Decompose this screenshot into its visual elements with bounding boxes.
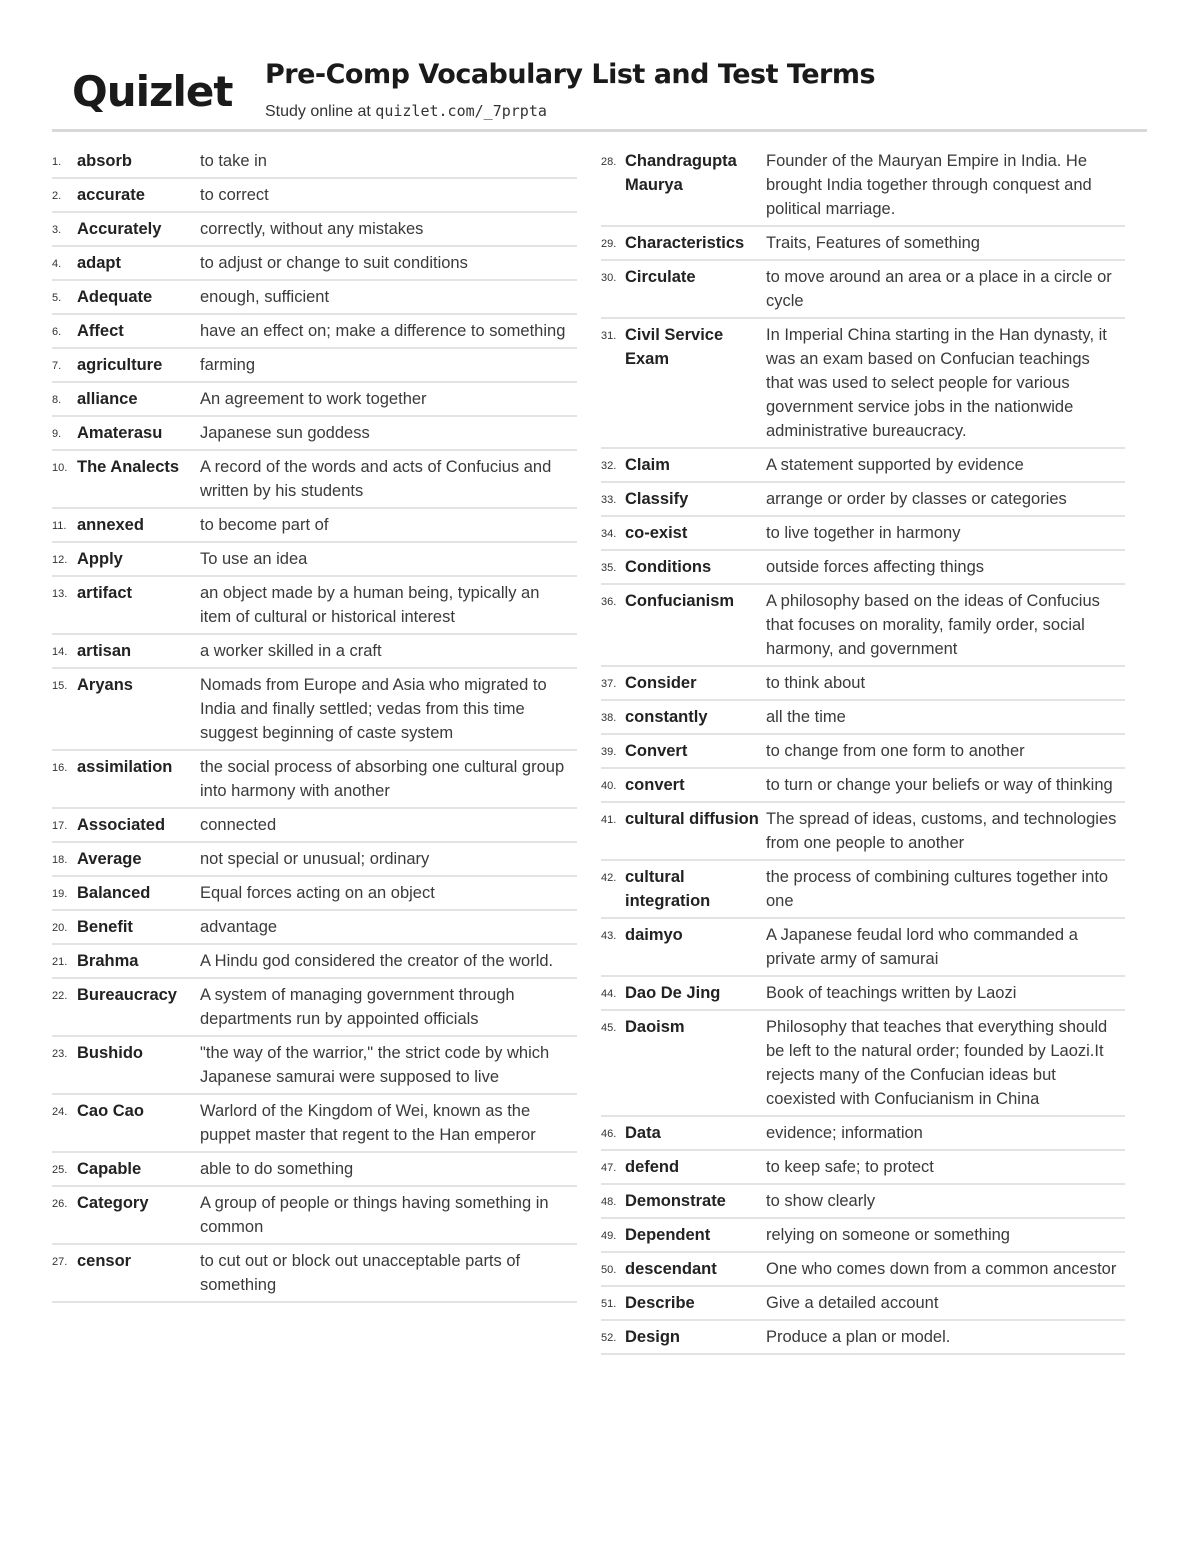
term-name: Daoism: [625, 1018, 685, 1036]
term-name: censor: [77, 1252, 132, 1270]
term-name: Convert: [625, 742, 688, 760]
term-row: [601, 861, 1125, 919]
term-number: 22.: [52, 990, 68, 1002]
term-definition: to move around an area or a place in a circle or cycle: [766, 268, 1112, 310]
term-definition: evidence; information: [766, 1124, 923, 1142]
term-number: 34.: [601, 528, 617, 540]
term-definition: In Imperial China starting in the Han dynasty, it was an exam based on Confucian teachings that was used to select people for various government service jobs in the nationwide administrative bureaucracy.: [766, 326, 1107, 440]
term-name: Bureaucracy: [77, 986, 177, 1004]
term-number: 26.: [52, 1198, 68, 1210]
term-name: Confucianism: [625, 592, 735, 610]
term-definition: Warlord of the Kingdom of Wei, known as the puppet master that regent to the Han emperor: [200, 1102, 536, 1144]
term-name: Dao De Jing: [625, 984, 721, 1002]
term-name: Civil Service Exam: [625, 326, 724, 368]
term-number: 6.: [52, 326, 62, 338]
term-row: [601, 261, 1125, 319]
term-definition: to show clearly: [766, 1192, 876, 1210]
term-number: 23.: [52, 1048, 68, 1060]
term-definition: have an effect on; make a difference to something: [200, 322, 566, 340]
term-row: [52, 451, 577, 509]
term-definition: A group of people or things having something in common: [200, 1194, 549, 1236]
term-definition: A statement supported by evidence: [766, 456, 1024, 474]
term-definition: not special or unusual; ordinary: [200, 850, 430, 868]
term-name: Cao Cao: [77, 1102, 144, 1120]
term-row: [52, 843, 577, 877]
term-row: [52, 911, 577, 945]
term-row: [601, 769, 1125, 803]
header-divider: [52, 129, 1147, 132]
term-row: [52, 1095, 577, 1153]
term-number: 18.: [52, 854, 68, 866]
term-name: Adequate: [77, 288, 153, 306]
term-definition: outside forces affecting things: [766, 558, 984, 576]
term-name: Dependent: [625, 1226, 711, 1244]
term-row: [52, 1037, 577, 1095]
term-definition: One who comes down from a common ancestor: [766, 1260, 1117, 1278]
term-name: artisan: [77, 642, 132, 660]
term-definition: Philosophy that teaches that everything should be left to the natural order; founded by Laozi.It rejects many of the Confucian ideas but coexisted with Confucianism in China: [766, 1018, 1108, 1108]
term-name: Category: [77, 1194, 149, 1212]
term-name: assimilation: [77, 758, 173, 776]
term-name: artifact: [77, 584, 133, 602]
term-definition: an object made by a human being, typically an item of cultural or historical interest: [200, 584, 540, 626]
term-row: [601, 1185, 1125, 1219]
term-name: cultural integration: [625, 868, 711, 910]
term-row: [52, 213, 577, 247]
term-name: Claim: [625, 456, 670, 474]
term-number: 20.: [52, 922, 68, 934]
term-name: Aryans: [77, 676, 133, 694]
term-row: [601, 1287, 1125, 1321]
term-number: 43.: [601, 930, 617, 942]
term-row: [52, 281, 577, 315]
term-name: Data: [625, 1124, 661, 1142]
term-definition: Produce a plan or model.: [766, 1328, 951, 1346]
term-number: 32.: [601, 460, 617, 472]
term-name: descendant: [625, 1260, 717, 1278]
term-name: Associated: [77, 816, 166, 834]
term-row: [52, 877, 577, 911]
term-name: Amaterasu: [77, 424, 163, 442]
term-definition: to cut out or block out unacceptable parts of something: [200, 1252, 521, 1294]
term-definition: Equal forces acting on an object: [200, 884, 435, 902]
term-number: 17.: [52, 820, 68, 832]
term-number: 39.: [601, 746, 617, 758]
term-name: Apply: [77, 550, 123, 568]
term-definition: "the way of the warrior," the strict code by which Japanese samurai were supposed to live: [200, 1044, 550, 1086]
term-name: Average: [77, 850, 142, 868]
term-definition: correctly, without any mistakes: [200, 220, 424, 238]
term-row: [601, 977, 1125, 1011]
term-row: [601, 1321, 1125, 1355]
study-online-line: [265, 101, 547, 122]
term-name: adapt: [77, 254, 122, 272]
term-row: [52, 509, 577, 543]
term-name: cultural diffusion: [625, 810, 759, 828]
term-number: 13.: [52, 588, 68, 600]
term-row: [601, 1253, 1125, 1287]
term-name: alliance: [77, 390, 138, 408]
term-definition: An agreement to work together: [200, 390, 427, 408]
term-number: 15.: [52, 680, 68, 692]
term-definition: enough, sufficient: [200, 288, 330, 306]
term-number: 9.: [52, 428, 62, 440]
term-row: [601, 1011, 1125, 1117]
term-number: 40.: [601, 780, 617, 792]
term-row: [601, 701, 1125, 735]
term-name: Bushido: [77, 1044, 143, 1062]
term-number: 7.: [52, 360, 62, 372]
term-number: 42.: [601, 872, 617, 884]
term-number: 3.: [52, 224, 62, 236]
term-row: [52, 1187, 577, 1245]
term-row: [601, 319, 1125, 449]
term-number: 41.: [601, 814, 617, 826]
term-row: [52, 1245, 577, 1303]
term-definition: the process of combining cultures together into one: [766, 868, 1109, 910]
term-definition: To use an idea: [200, 550, 308, 568]
term-row: [601, 585, 1125, 667]
term-definition: Founder of the Mauryan Empire in India. He brought India together through conquest and political marriage.: [766, 152, 1092, 218]
term-row: [52, 383, 577, 417]
term-number: 8.: [52, 394, 62, 406]
term-row: [52, 809, 577, 843]
term-number: 29.: [601, 238, 617, 250]
term-definition: all the time: [766, 708, 846, 726]
term-number: 30.: [601, 272, 617, 284]
term-number: 5.: [52, 292, 62, 304]
term-definition: Nomads from Europe and Asia who migrated to India and finally settled; vedas from this time suggest beginning of caste system: [200, 676, 547, 742]
term-number: 38.: [601, 712, 617, 724]
term-row: [52, 543, 577, 577]
term-name: Consider: [625, 674, 697, 692]
term-definition: Book of teachings written by Laozi: [766, 984, 1017, 1002]
term-name: daimyo: [625, 926, 683, 944]
page-title: Pre-Comp Vocabulary List and Test Terms: [265, 59, 876, 90]
term-row: [52, 179, 577, 213]
term-definition: to turn or change your beliefs or way of thinking: [766, 776, 1113, 794]
term-definition: A Japanese feudal lord who commanded a private army of samurai: [766, 926, 1078, 968]
term-name: defend: [625, 1158, 680, 1176]
study-prefix: Study online at: [265, 103, 376, 120]
term-definition: to correct: [200, 186, 269, 204]
term-definition: a worker skilled in a craft: [200, 642, 382, 660]
term-number: 2.: [52, 190, 62, 202]
term-definition: connected: [200, 816, 277, 834]
term-row: [52, 417, 577, 451]
term-name: Circulate: [625, 268, 696, 286]
term-definition: A system of managing government through departments run by appointed officials: [200, 986, 515, 1028]
term-row: [601, 919, 1125, 977]
term-number: 4.: [52, 258, 62, 270]
term-name: agriculture: [77, 356, 163, 374]
term-number: 35.: [601, 562, 617, 574]
term-definition: Give a detailed account: [766, 1294, 939, 1312]
term-definition: to adjust or change to suit conditions: [200, 254, 468, 272]
term-name: Benefit: [77, 918, 133, 936]
term-name: Conditions: [625, 558, 712, 576]
quizlet-logo: Quizlet: [72, 67, 233, 116]
term-number: 24.: [52, 1106, 68, 1118]
term-number: 50.: [601, 1264, 617, 1276]
term-number: 51.: [601, 1298, 617, 1310]
term-definition: arrange or order by classes or categories: [766, 490, 1067, 508]
term-number: 36.: [601, 596, 617, 608]
term-definition: relying on someone or something: [766, 1226, 1010, 1244]
left-term-column: [52, 145, 577, 1303]
term-name: Affect: [77, 322, 124, 340]
term-number: 19.: [52, 888, 68, 900]
term-definition: advantage: [200, 918, 278, 936]
term-row: [601, 667, 1125, 701]
term-name: Characteristics: [625, 234, 745, 252]
term-number: 44.: [601, 988, 617, 1000]
term-row: [601, 735, 1125, 769]
term-name: Capable: [77, 1160, 142, 1178]
term-number: 11.: [52, 520, 67, 532]
term-row: [601, 1117, 1125, 1151]
term-number: 10.: [52, 462, 68, 474]
term-number: 31.: [601, 330, 617, 342]
term-name: Balanced: [77, 884, 151, 902]
term-definition: to think about: [766, 674, 866, 692]
term-name: Classify: [625, 490, 689, 508]
term-row: [601, 145, 1125, 227]
term-row: [601, 517, 1125, 551]
term-name: annexed: [77, 516, 144, 534]
term-name: Describe: [625, 1294, 695, 1312]
term-row: [601, 1219, 1125, 1253]
term-definition: to take in: [200, 152, 267, 170]
term-definition: A record of the words and acts of Confucius and written by his students: [200, 458, 552, 500]
term-row: [52, 315, 577, 349]
term-definition: Japanese sun goddess: [200, 424, 370, 442]
term-row: [52, 669, 577, 751]
term-definition: the social process of absorbing one cultural group into harmony with another: [200, 758, 565, 800]
term-number: 27.: [52, 1256, 68, 1268]
term-name: Accurately: [77, 220, 162, 238]
right-term-column: [601, 145, 1125, 1355]
term-row: [52, 349, 577, 383]
term-definition: to become part of: [200, 516, 329, 534]
term-definition: to live together in harmony: [766, 524, 961, 542]
term-row: [52, 751, 577, 809]
term-definition: Traits, Features of something: [766, 234, 980, 252]
term-name: The Analects: [77, 458, 180, 476]
term-number: 21.: [52, 956, 68, 968]
term-row: [601, 803, 1125, 861]
term-number: 25.: [52, 1164, 68, 1176]
term-row: [52, 577, 577, 635]
term-definition: to change from one form to another: [766, 742, 1025, 760]
term-definition: A Hindu god considered the creator of the world.: [200, 952, 554, 970]
term-row: [52, 1153, 577, 1187]
term-number: 28.: [601, 156, 617, 168]
term-number: 45.: [601, 1022, 617, 1034]
term-row: [52, 635, 577, 669]
term-number: 14.: [52, 646, 68, 658]
term-name: co-exist: [625, 524, 688, 542]
term-number: 1.: [52, 156, 62, 168]
term-row: [601, 483, 1125, 517]
term-definition: The spread of ideas, customs, and technologies from one people to another: [766, 810, 1117, 852]
term-number: 49.: [601, 1230, 617, 1242]
term-row: [52, 145, 577, 179]
term-number: 46.: [601, 1128, 617, 1140]
term-name: accurate: [77, 186, 145, 204]
term-number: 52.: [601, 1332, 617, 1344]
study-url-link[interactable]: quizlet.com/_7prpta: [375, 102, 547, 120]
term-name: absorb: [77, 152, 133, 170]
term-name: Demonstrate: [625, 1192, 726, 1210]
term-definition: able to do something: [200, 1160, 354, 1178]
term-number: 12.: [52, 554, 68, 566]
term-number: 48.: [601, 1196, 617, 1208]
term-number: 37.: [601, 678, 617, 690]
term-definition: to keep safe; to protect: [766, 1158, 934, 1176]
term-name: Brahma: [77, 952, 139, 970]
term-number: 33.: [601, 494, 617, 506]
term-name: Chandragupta Maurya: [625, 152, 737, 194]
term-number: 16.: [52, 762, 68, 774]
term-row: [601, 551, 1125, 585]
term-name: constantly: [625, 708, 708, 726]
term-name: convert: [625, 776, 685, 794]
term-row: [601, 227, 1125, 261]
term-number: 47.: [601, 1162, 617, 1174]
term-definition: farming: [200, 356, 256, 374]
term-row: [52, 979, 577, 1037]
term-name: Design: [625, 1328, 681, 1346]
term-row: [52, 945, 577, 979]
term-row: [601, 1151, 1125, 1185]
term-row: [601, 449, 1125, 483]
term-row: [52, 247, 577, 281]
term-definition: A philosophy based on the ideas of Confucius that focuses on morality, family order, social harmony, and government: [766, 592, 1100, 658]
